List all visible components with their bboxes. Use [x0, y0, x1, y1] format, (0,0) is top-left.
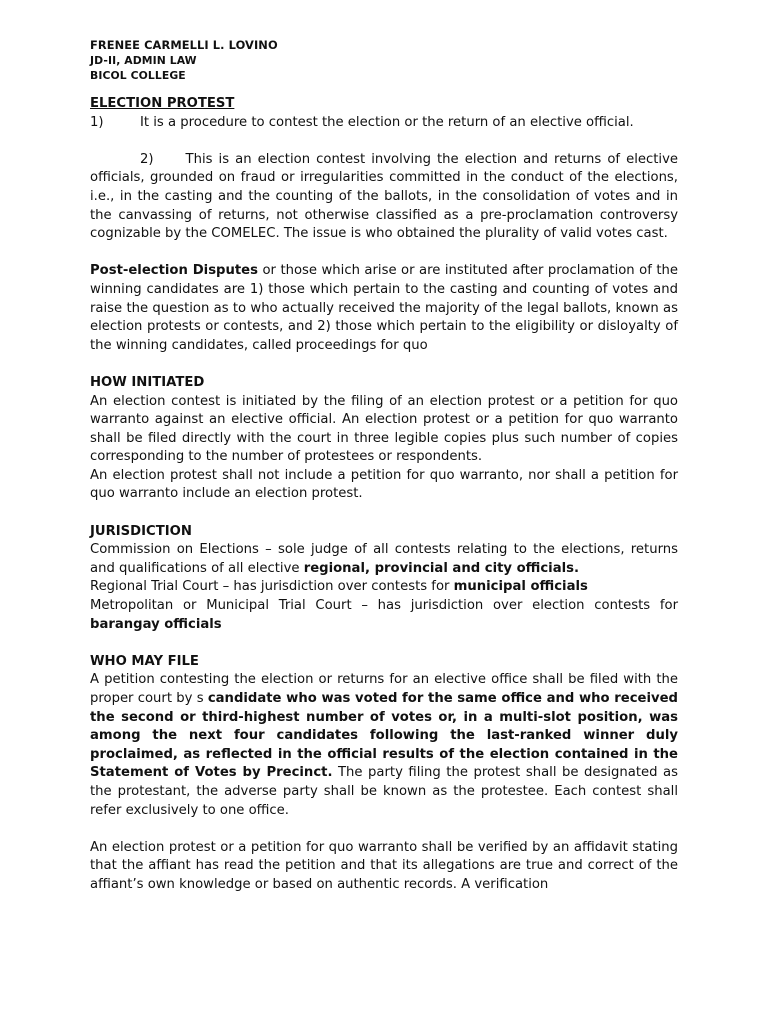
election-protest-item-1: [90, 114, 678, 133]
who-may-file-bold: candidate who was voted for the same office and who received the second or third-highest number of votes or, in a multi-slot position, was among the next four candidates following the last-ranked winner duly proclaimed, as reflected in the official results of the election contained in the Statement of Votes by Precinct.: [90, 691, 678, 781]
document-page: [90, 38, 678, 895]
item-2-text: This is an election contest involving the election and returns of elective officials, grounded on fraud or irregularities committed in the conduct of the elections, i.e., in the casting and the counting of the ballots, in the consolidation of votes and in the canvassing of returns, not otherwise classified as a pre-proclamation controversy cognizable by the COMELEC. The issue is who obtained the plurality of valid votes cast.: [90, 151, 678, 242]
author-name: FRENEE CARMELLI L. LOVINO: [90, 38, 278, 52]
school-line: BICOL COLLEGE: [90, 69, 186, 82]
jurisdiction-comelec: [90, 541, 678, 578]
verification-paragraph: An election protest or a petition for quo warranto shall be verified by an affidavit stating that the affiant has read the petition and that its allegations are true and correct of the affiant’s own knowledge or based on authentic records. A verification: [90, 839, 678, 892]
who-may-file-text-a: A petition contesting the election or returns for an elective office shall be filed with the proper court by s: [90, 672, 678, 706]
election-protest-heading: ELECTION PROTEST: [90, 96, 235, 111]
post-election-text: or those which arise or are instituted after proclamation of the winning candidates are 1) those which pertain to the casting and counting of votes and raise the question as to who actually received the majority of the legal ballots, known as election protests or contests, and 2) those which pertain to the eligibility or disloyalty of the winning candidates, called proceedings for quo: [90, 263, 678, 353]
post-election-lead: Post-election Disputes: [90, 263, 258, 279]
jurisdiction-comelec-bold: regional, provincial and city officials.: [303, 560, 579, 576]
jurisdiction-rtc-bold: municipal officials: [453, 579, 588, 595]
how-initiated-heading: HOW INITIATED: [90, 374, 205, 390]
who-may-file-paragraph: [90, 671, 678, 820]
how-initiated-paragraph-2: An election protest shall not include a petition for quo warranto, nor shall a petition for quo warranto include an election protest.: [90, 467, 678, 502]
item-1-text: It is a procedure to contest the election or the return of an elective official.: [140, 114, 634, 130]
item-1-number: 1): [90, 114, 104, 130]
course-line: JD-II, ADMIN LAW: [90, 54, 197, 67]
item-2-number: 2): [140, 151, 154, 167]
jurisdiction-heading: JURISDICTION: [90, 523, 192, 539]
who-may-file-text-b: The party filing the protest shall be designated as the protestant, the adverse party shall be known as the protestee. Each contest shall refer exclusively to one office.: [90, 765, 678, 818]
how-initiated-paragraph-1: An election contest is initiated by the filing of an election protest or a petition for quo warranto against an elective official. An election protest or a petition for quo warranto shall be filed directly with the court in three legible copies plus such number of copies corresponding to the number of protestees or respondents.: [90, 393, 678, 465]
jurisdiction-rtc-text: Regional Trial Court – has jurisdiction over contests for: [90, 579, 454, 595]
jurisdiction-mtc-text: Metropolitan or Municipal Trial Court – has jurisdiction over election contests for: [90, 598, 678, 614]
jurisdiction-mtc: [90, 597, 678, 634]
jurisdiction-rtc: [90, 578, 678, 597]
jurisdiction-comelec-text: Commission on Elections – sole judge of all contests relating to the elections, returns and qualifications of all elective: [90, 542, 678, 576]
post-election-paragraph: [90, 262, 678, 355]
election-protest-item-2: [90, 151, 678, 244]
who-may-file-heading: WHO MAY FILE: [90, 653, 199, 669]
jurisdiction-mtc-bold: barangay officials: [90, 616, 222, 632]
